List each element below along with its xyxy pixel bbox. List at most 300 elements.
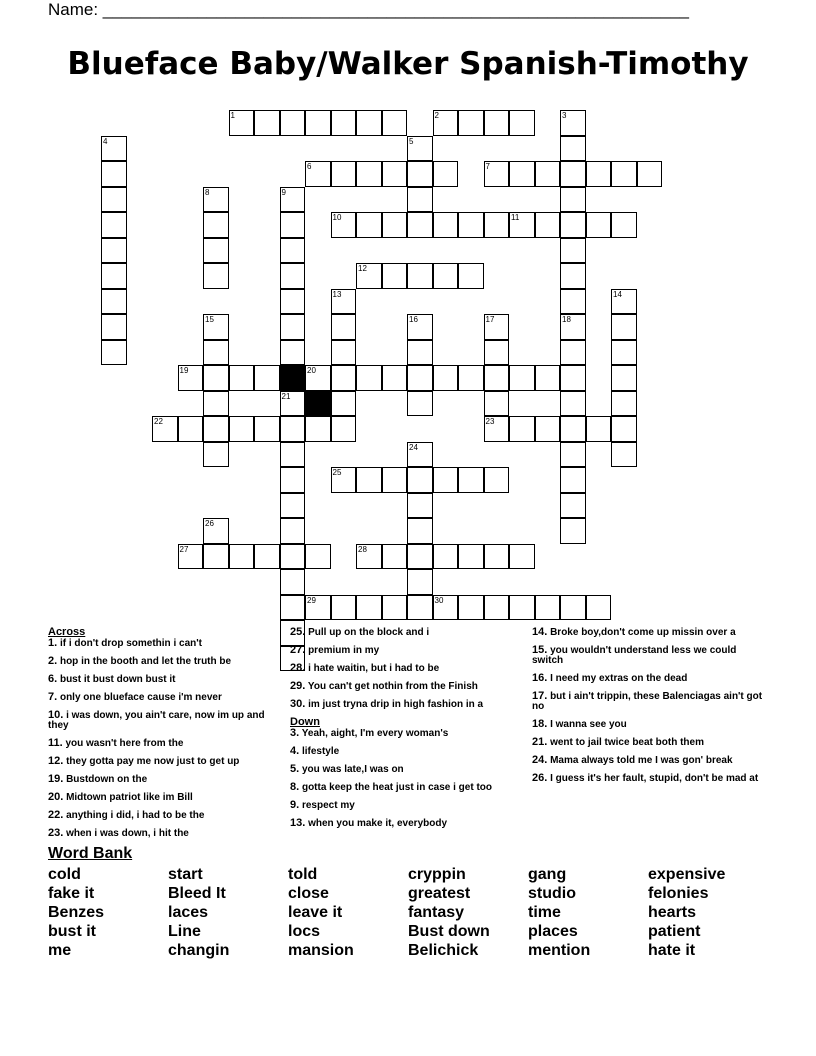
cell-number: 11 xyxy=(511,213,520,222)
across-clue xyxy=(290,663,522,674)
grid-cell[interactable] xyxy=(586,416,612,442)
grid-cell[interactable] xyxy=(407,340,433,366)
grid-cell[interactable] xyxy=(560,136,586,162)
word-bank-item: cold xyxy=(48,866,81,883)
clue-text: if i don't drop somethin i can't xyxy=(59,638,202,649)
grid-cell[interactable] xyxy=(509,110,535,136)
clue-number: 11. xyxy=(48,737,63,749)
grid-cell[interactable] xyxy=(382,365,408,391)
grid-cell[interactable] xyxy=(560,442,586,468)
grid-cell[interactable] xyxy=(458,544,484,570)
word-bank-item: fake it xyxy=(48,885,95,902)
grid-cell[interactable] xyxy=(407,518,433,544)
grid-cell[interactable] xyxy=(535,416,561,442)
grid-cell[interactable] xyxy=(280,518,306,544)
grid-cell[interactable] xyxy=(433,595,459,621)
grid-cell[interactable] xyxy=(101,161,127,187)
down-clue xyxy=(290,746,522,757)
clue-number: 9. xyxy=(290,799,300,811)
grid-cell[interactable] xyxy=(535,212,561,238)
word-bank-item: mention xyxy=(528,942,591,959)
word-bank-item: hearts xyxy=(648,904,697,921)
grid-cell[interactable] xyxy=(509,595,535,621)
grid-cell[interactable] xyxy=(101,238,127,264)
black-square xyxy=(280,365,306,391)
grid-cell[interactable] xyxy=(484,595,510,621)
grid-cell[interactable] xyxy=(280,314,306,340)
grid-cell[interactable] xyxy=(407,187,433,213)
clue-number: 6. xyxy=(48,673,58,685)
clue-text: when i was down, i hit the xyxy=(66,828,189,839)
grid-cell[interactable] xyxy=(458,467,484,493)
word-bank-item: expensive xyxy=(648,866,726,883)
grid-cell[interactable] xyxy=(280,187,306,213)
grid-cell[interactable] xyxy=(101,340,127,366)
grid-cell[interactable] xyxy=(203,340,229,366)
clue-text: Pull up on the block and i xyxy=(308,627,430,638)
grid-cell[interactable] xyxy=(229,365,255,391)
grid-cell[interactable] xyxy=(203,263,229,289)
cell-number: 15 xyxy=(205,315,214,324)
word-bank-item: leave it xyxy=(288,904,343,921)
grid-cell[interactable] xyxy=(484,110,510,136)
grid-cell[interactable] xyxy=(611,340,637,366)
across-clue xyxy=(290,681,522,692)
grid-cell[interactable] xyxy=(101,212,127,238)
grid-cell[interactable] xyxy=(407,314,433,340)
grid-cell[interactable] xyxy=(407,365,433,391)
clue-number: 26. xyxy=(532,772,548,784)
grid-cell[interactable] xyxy=(586,595,612,621)
clue-text: I wanna see you xyxy=(550,719,627,730)
word-bank-item: me xyxy=(48,942,72,959)
grid-cell[interactable] xyxy=(356,161,382,187)
clue-number: 4. xyxy=(290,745,300,757)
grid-cell[interactable] xyxy=(305,416,331,442)
down-clue xyxy=(532,691,764,712)
clue-text: bust it bust down bust it xyxy=(59,674,176,685)
grid-cell[interactable] xyxy=(382,161,408,187)
grid-cell[interactable] xyxy=(407,467,433,493)
grid-cell[interactable] xyxy=(484,416,510,442)
grid-cell[interactable] xyxy=(203,442,229,468)
grid-cell[interactable] xyxy=(305,544,331,570)
grid-cell[interactable] xyxy=(611,212,637,238)
grid-cell[interactable] xyxy=(611,391,637,417)
grid-cell[interactable] xyxy=(407,442,433,468)
grid-cell[interactable] xyxy=(101,289,127,315)
across-clue xyxy=(48,810,280,821)
grid-cell[interactable] xyxy=(254,110,280,136)
grid-cell[interactable] xyxy=(509,365,535,391)
clue-text: im just tryna drip in high fashion in a xyxy=(308,699,484,710)
grid-cell[interactable] xyxy=(560,289,586,315)
cell-number: 28 xyxy=(358,544,367,554)
name-field[interactable]: Name: ______________________________________________________________ xyxy=(48,0,689,19)
grid-cell[interactable] xyxy=(280,238,306,264)
word-bank-item: told xyxy=(288,866,318,883)
grid-cell[interactable] xyxy=(458,212,484,238)
clue-text: when you make it, everybody xyxy=(308,818,448,829)
grid-cell[interactable] xyxy=(560,467,586,493)
down-clue xyxy=(290,764,522,775)
grid-cell[interactable] xyxy=(407,136,433,162)
word-bank-item: mansion xyxy=(288,942,354,959)
down-clue xyxy=(290,818,522,829)
grid-cell[interactable] xyxy=(178,365,204,391)
grid-cell[interactable] xyxy=(433,263,459,289)
cell-number: 9 xyxy=(281,187,286,197)
grid-cell[interactable] xyxy=(484,212,510,238)
word-bank-item: patient xyxy=(648,923,701,940)
clues-column-1 xyxy=(48,627,280,846)
clues-column-3 xyxy=(532,627,764,791)
down-heading: Down xyxy=(290,716,320,728)
grid-cell[interactable] xyxy=(356,212,382,238)
grid-cell[interactable] xyxy=(280,493,306,519)
clue-text: you was late,I was on xyxy=(301,764,404,775)
clue-text: i was down, you ain't care, now im up and they xyxy=(48,710,265,731)
grid-cell[interactable] xyxy=(280,391,306,417)
grid-cell[interactable] xyxy=(305,161,331,187)
grid-cell[interactable] xyxy=(229,544,255,570)
grid-cell[interactable] xyxy=(433,212,459,238)
clue-number: 12. xyxy=(48,755,64,767)
clue-number: 23. xyxy=(48,827,64,839)
grid-cell[interactable] xyxy=(280,263,306,289)
across-clue xyxy=(48,774,280,785)
across-heading: Across xyxy=(48,626,86,638)
cell-number: 5 xyxy=(409,136,414,146)
cell-number: 4 xyxy=(103,136,108,146)
across-clue xyxy=(48,638,280,649)
clue-number: 24. xyxy=(532,754,548,766)
grid-cell[interactable] xyxy=(509,212,535,238)
word-bank-title: Word Bank xyxy=(48,845,133,862)
word-bank-item: laces xyxy=(168,904,209,921)
grid-cell[interactable] xyxy=(560,365,586,391)
grid-cell[interactable] xyxy=(280,595,306,621)
cell-number: 14 xyxy=(613,289,622,299)
clue-text: only one blueface cause i'm never xyxy=(59,692,222,703)
clue-text: gotta keep the heat just in case i get too xyxy=(301,782,493,793)
clue-number: 3. xyxy=(290,727,300,739)
grid-cell[interactable] xyxy=(254,365,280,391)
grid-cell[interactable] xyxy=(280,340,306,366)
word-bank-item: hate it xyxy=(648,942,696,959)
grid-cell[interactable] xyxy=(560,161,586,187)
grid-cell[interactable] xyxy=(382,110,408,136)
cell-number: 24 xyxy=(409,442,418,452)
clue-text: but i ain't trippin, these Balenciagas ain't got no xyxy=(532,691,763,712)
cell-number: 19 xyxy=(179,366,189,375)
grid-cell[interactable] xyxy=(560,238,586,264)
grid-cell[interactable] xyxy=(407,212,433,238)
grid-cell[interactable] xyxy=(254,416,280,442)
grid-cell[interactable] xyxy=(229,110,255,136)
grid-cell[interactable] xyxy=(407,544,433,570)
grid-cell[interactable] xyxy=(509,416,535,442)
cell-number: 3 xyxy=(562,111,567,120)
clue-number: 22. xyxy=(48,809,64,821)
grid-cell[interactable] xyxy=(101,187,127,213)
grid-cell[interactable] xyxy=(203,314,229,340)
clue-number: 27. xyxy=(290,644,306,656)
cell-number: 13 xyxy=(332,289,342,299)
word-bank-item: places xyxy=(528,923,578,940)
grid-cell[interactable] xyxy=(356,467,382,493)
grid-cell[interactable] xyxy=(331,289,357,315)
grid-cell[interactable] xyxy=(280,289,306,315)
clue-text: you wouldn't understand less we could switch xyxy=(532,645,737,666)
grid-cell[interactable] xyxy=(407,569,433,595)
grid-cell[interactable] xyxy=(433,110,459,136)
grid-cell[interactable] xyxy=(101,136,127,162)
grid-cell[interactable] xyxy=(331,391,357,417)
clues-column-2 xyxy=(290,627,522,836)
clue-number: 28. xyxy=(290,662,306,674)
clue-text: Mama always told me I was gon' break xyxy=(550,755,733,766)
word-bank-item: Bleed It xyxy=(168,885,226,902)
grid-cell[interactable] xyxy=(203,391,229,417)
grid-cell[interactable] xyxy=(560,340,586,366)
down-clue xyxy=(532,645,764,666)
down-clue xyxy=(532,719,764,730)
clue-text: went to jail twice beat both them xyxy=(550,737,704,748)
grid-cell[interactable] xyxy=(586,212,612,238)
clue-text: premium in my xyxy=(308,645,380,656)
grid-cell[interactable] xyxy=(280,544,306,570)
clue-number: 19. xyxy=(48,773,64,785)
down-clue xyxy=(532,627,764,638)
grid-cell[interactable] xyxy=(484,161,510,187)
clue-number: 29. xyxy=(290,680,306,692)
grid-cell[interactable] xyxy=(382,467,408,493)
word-bank-item: locs xyxy=(288,923,321,940)
grid-cell[interactable] xyxy=(356,263,382,289)
word-bank-item: Benzes xyxy=(48,904,105,921)
grid-cell[interactable] xyxy=(637,161,663,187)
grid-cell[interactable] xyxy=(203,212,229,238)
grid-cell[interactable] xyxy=(509,544,535,570)
cell-number: 7 xyxy=(485,162,490,171)
grid-cell[interactable] xyxy=(229,416,255,442)
cell-number: 8 xyxy=(205,187,210,197)
clue-text: anything i did, i had to be the xyxy=(66,810,205,821)
down-clue xyxy=(290,728,522,739)
grid-cell[interactable] xyxy=(560,518,586,544)
grid-cell[interactable] xyxy=(560,416,586,442)
grid-cell[interactable] xyxy=(152,416,178,442)
grid-cell[interactable] xyxy=(305,595,331,621)
grid-cell[interactable] xyxy=(611,289,637,315)
down-clue xyxy=(290,782,522,793)
cell-number: 21 xyxy=(281,391,291,401)
grid-cell[interactable] xyxy=(560,493,586,519)
grid-cell[interactable] xyxy=(484,314,510,340)
grid-cell[interactable] xyxy=(611,314,637,340)
word-bank-list xyxy=(48,865,768,960)
grid-cell[interactable] xyxy=(356,365,382,391)
word-bank-item: gang xyxy=(528,866,567,883)
grid-cell[interactable] xyxy=(433,161,459,187)
grid-cell[interactable] xyxy=(560,212,586,238)
grid-cell[interactable] xyxy=(203,187,229,213)
grid-cell[interactable] xyxy=(203,416,229,442)
grid-cell[interactable] xyxy=(331,340,357,366)
grid-cell[interactable] xyxy=(407,161,433,187)
grid-cell[interactable] xyxy=(560,263,586,289)
puzzle-title: Blueface Baby/Walker Spanish-Timothy xyxy=(67,46,749,82)
grid-cell[interactable] xyxy=(331,365,357,391)
across-clue xyxy=(48,674,280,685)
grid-cell[interactable] xyxy=(535,365,561,391)
grid-cell[interactable] xyxy=(305,365,331,391)
grid-cell[interactable] xyxy=(586,161,612,187)
word-bank-item: fantasy xyxy=(408,904,465,921)
grid-cell[interactable] xyxy=(611,365,637,391)
cell-number: 25 xyxy=(332,468,342,477)
grid-cell[interactable] xyxy=(611,442,637,468)
grid-cell[interactable] xyxy=(331,467,357,493)
clue-number: 2. xyxy=(48,655,58,667)
cell-number: 1 xyxy=(230,111,235,120)
across-clue xyxy=(48,738,280,749)
grid-cell[interactable] xyxy=(101,263,127,289)
grid-cell[interactable] xyxy=(433,544,459,570)
grid-cell[interactable] xyxy=(331,110,357,136)
grid-cell[interactable] xyxy=(356,544,382,570)
clue-text: Bustdown on the xyxy=(66,774,148,785)
cell-number: 23 xyxy=(485,417,495,426)
word-bank-item: bust it xyxy=(48,923,96,940)
grid-cell[interactable] xyxy=(535,161,561,187)
clue-number: 10. xyxy=(48,709,64,721)
grid-cell[interactable] xyxy=(382,544,408,570)
grid-cell[interactable] xyxy=(407,263,433,289)
word-bank-item: studio xyxy=(528,885,576,902)
grid-cell[interactable] xyxy=(458,263,484,289)
grid-cell[interactable] xyxy=(356,595,382,621)
cell-number: 16 xyxy=(409,315,418,324)
grid-cell[interactable] xyxy=(382,263,408,289)
clue-text: they gotta pay me now just to get up xyxy=(66,756,240,767)
word-bank-item: cryppin xyxy=(408,866,466,883)
grid-cell[interactable] xyxy=(178,416,204,442)
grid-cell[interactable] xyxy=(509,161,535,187)
word-bank-item: felonies xyxy=(648,885,709,902)
grid-cell[interactable] xyxy=(331,416,357,442)
clue-text: You can't get nothin from the Finish xyxy=(307,681,478,692)
clue-text: Yeah, aight, I'm every woman's xyxy=(301,728,449,739)
grid-cell[interactable] xyxy=(433,467,459,493)
grid-cell[interactable] xyxy=(458,110,484,136)
cell-number: 26 xyxy=(205,519,214,528)
cell-number: 10 xyxy=(332,213,342,222)
grid-cell[interactable] xyxy=(331,314,357,340)
clue-number: 30. xyxy=(290,698,306,710)
grid-cell[interactable] xyxy=(382,212,408,238)
clue-number: 14. xyxy=(532,626,548,638)
grid-cell[interactable] xyxy=(280,212,306,238)
clue-number: 1. xyxy=(48,637,58,649)
word-bank-item: Belichick xyxy=(408,942,479,959)
grid-cell[interactable] xyxy=(560,595,586,621)
grid-cell[interactable] xyxy=(203,518,229,544)
clue-text: you wasn't here from the xyxy=(65,738,184,749)
grid-cell[interactable] xyxy=(407,493,433,519)
clue-number: 13. xyxy=(290,817,306,829)
grid-cell[interactable] xyxy=(407,595,433,621)
grid-cell[interactable] xyxy=(203,544,229,570)
clue-number: 15. xyxy=(532,644,548,656)
word-bank-item: time xyxy=(528,904,561,921)
clue-number: 7. xyxy=(48,691,58,703)
cell-number: 18 xyxy=(562,315,571,324)
grid-cell[interactable] xyxy=(203,238,229,264)
grid-cell[interactable] xyxy=(280,110,306,136)
grid-cell[interactable] xyxy=(254,544,280,570)
cell-number: 12 xyxy=(358,264,367,273)
grid-cell[interactable] xyxy=(560,110,586,136)
cell-number: 6 xyxy=(307,162,312,171)
grid-cell[interactable] xyxy=(560,391,586,417)
grid-cell[interactable] xyxy=(331,212,357,238)
grid-cell[interactable] xyxy=(356,110,382,136)
grid-cell[interactable] xyxy=(484,365,510,391)
grid-cell[interactable] xyxy=(458,595,484,621)
clue-number: 16. xyxy=(532,672,548,684)
grid-cell[interactable] xyxy=(611,416,637,442)
cell-number: 2 xyxy=(434,111,439,120)
cell-number: 20 xyxy=(307,366,316,375)
across-clue xyxy=(48,756,280,767)
across-clue xyxy=(48,792,280,803)
grid-cell[interactable] xyxy=(382,595,408,621)
black-square xyxy=(305,391,331,417)
grid-cell[interactable] xyxy=(611,161,637,187)
word-bank-item: Bust down xyxy=(408,923,490,940)
grid-cell[interactable] xyxy=(280,467,306,493)
grid-cell[interactable] xyxy=(280,416,306,442)
grid-cell[interactable] xyxy=(178,544,204,570)
grid-cell[interactable] xyxy=(458,365,484,391)
clue-text: I need my extras on the dead xyxy=(550,673,688,684)
across-clue xyxy=(48,656,280,667)
grid-cell[interactable] xyxy=(484,544,510,570)
grid-cell[interactable] xyxy=(305,110,331,136)
clue-text: Broke boy,don't come up missin over a xyxy=(550,627,736,638)
grid-cell[interactable] xyxy=(407,391,433,417)
across-clue xyxy=(48,828,280,839)
clue-text: Midtown patriot like im Bill xyxy=(66,792,193,803)
grid-cell[interactable] xyxy=(331,595,357,621)
grid-cell[interactable] xyxy=(101,314,127,340)
grid-cell[interactable] xyxy=(331,161,357,187)
grid-cell[interactable] xyxy=(560,187,586,213)
grid-cell[interactable] xyxy=(280,442,306,468)
grid-cell[interactable] xyxy=(484,467,510,493)
grid-cell[interactable] xyxy=(484,391,510,417)
grid-cell[interactable] xyxy=(535,595,561,621)
grid-cell[interactable] xyxy=(280,569,306,595)
grid-cell[interactable] xyxy=(484,340,510,366)
grid-cell[interactable] xyxy=(560,314,586,340)
grid-cell[interactable] xyxy=(203,365,229,391)
clue-number: 20. xyxy=(48,791,64,803)
word-bank-item: start xyxy=(168,866,203,883)
grid-cell[interactable] xyxy=(433,365,459,391)
